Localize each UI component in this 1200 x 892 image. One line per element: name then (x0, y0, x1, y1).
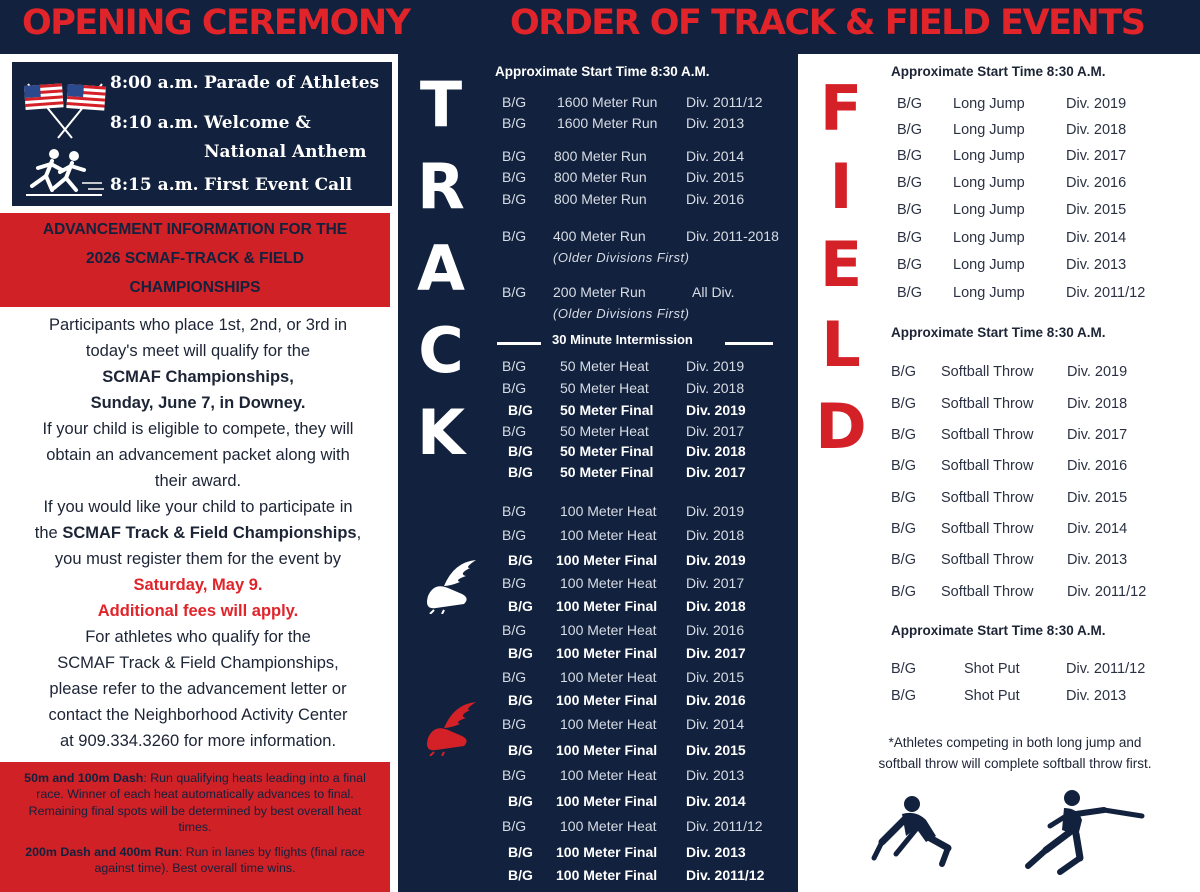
text-line: If you would like your child to participate in (43, 498, 353, 516)
field-gender: B/G (897, 230, 922, 246)
track-gender: B/G (502, 148, 527, 164)
track-gender: B/G (508, 402, 533, 418)
field-event-name: Long Jump (953, 202, 1025, 218)
deadline-text: Saturday, May 9. (133, 576, 263, 594)
field-division: Div. 2017 (1067, 427, 1128, 443)
race-rules-box (0, 762, 390, 892)
field-division: Div. 2018 (1066, 122, 1127, 138)
track-event-name: 800 Meter Run (554, 169, 647, 185)
run-rule (18, 844, 372, 877)
track-event-name: 50 Meter Heat (560, 380, 649, 396)
text-fragment: the (34, 524, 63, 542)
championships-name: SCMAF Track & Field Championships (62, 524, 357, 542)
track-division: Div. 2017 (686, 575, 745, 591)
track-division: Div. 2016 (686, 191, 745, 207)
note-line: *Athletes competing in both long jump and (888, 735, 1142, 750)
track-division: Div. 2011/12 (686, 818, 763, 834)
track-division: Div. 2019 (686, 503, 745, 519)
athletes-note (840, 732, 1190, 774)
older-divisions-note: (Older Divisions First) (553, 306, 690, 321)
track-event-name: 100 Meter Heat (560, 622, 657, 638)
track-gender: B/G (502, 669, 527, 685)
track-event-name: 200 Meter Run (553, 284, 646, 300)
field-event-name: Softball Throw (941, 396, 1034, 412)
track-division: Div. 2019 (686, 358, 745, 374)
field-division: Div. 2013 (1066, 688, 1127, 704)
track-gender: B/G (502, 767, 527, 783)
track-letter: T (419, 68, 463, 141)
track-division: Div. 2013 (686, 115, 745, 131)
field-gender: B/G (891, 552, 916, 568)
ceremony-time-2: 8:10 a.m. (110, 113, 199, 133)
field-event-name: Softball Throw (941, 584, 1034, 600)
ceremony-event-2: Welcome & (204, 113, 311, 133)
track-event-name: 50 Meter Final (560, 464, 654, 480)
track-division: Div. 2018 (686, 443, 746, 459)
field-division: Div. 2016 (1066, 175, 1127, 191)
field-event-name: Long Jump (953, 122, 1025, 138)
track-event-name: 50 Meter Final (560, 402, 654, 418)
advancement-heading (0, 213, 390, 307)
track-gender: B/G (502, 115, 527, 131)
field-division: Div. 2015 (1067, 490, 1128, 506)
track-event-name: 1600 Meter Run (557, 115, 658, 131)
field-gender: B/G (891, 364, 916, 380)
track-gender: B/G (502, 503, 527, 519)
track-event-name: 100 Meter Final (556, 645, 658, 661)
track-division: Div. 2014 (686, 793, 746, 809)
track-event-name: 50 Meter Final (560, 443, 654, 459)
note-line: softball throw will complete softball throw first. (878, 756, 1152, 771)
dash-rule-text: : Run qualifying heats leading into a final race. Winner of each heat automatically advances to final. Remaining final spots will be determined by best overall heat times. (28, 771, 366, 835)
track-event-name: 100 Meter Final (556, 742, 658, 758)
field-gender: B/G (891, 688, 916, 704)
track-gender: B/G (502, 94, 527, 110)
field-gender: B/G (891, 427, 916, 443)
track-event-name: 100 Meter Final (556, 692, 658, 708)
field-division: Div. 2019 (1067, 364, 1128, 380)
intermission-rule-right (725, 342, 773, 345)
field-event-name: Long Jump (953, 175, 1025, 191)
field-gender: B/G (897, 148, 922, 164)
track-gender: B/G (502, 191, 527, 207)
track-event-name: 100 Meter Heat (560, 527, 657, 543)
track-division: Div. 2016 (686, 622, 745, 638)
track-gender: B/G (508, 742, 533, 758)
field-division: Div. 2011/12 (1066, 661, 1146, 677)
track-division: Div. 2011/12 (686, 867, 765, 883)
text-line: SCMAF Track & Field Championships, (57, 654, 339, 672)
track-event-name: 800 Meter Run (554, 148, 647, 164)
winged-shoe-icon (414, 698, 480, 756)
field-division: Div. 2015 (1066, 202, 1127, 218)
track-division: Div. 2018 (686, 598, 746, 614)
field-event-name: Softball Throw (941, 364, 1034, 380)
field-gender: B/G (891, 661, 916, 677)
field-division: Div. 2016 (1067, 458, 1128, 474)
track-letter: A (417, 232, 465, 305)
field-event-name: Long Jump (953, 230, 1025, 246)
field-division: Div. 2019 (1066, 96, 1127, 112)
text-line: contact the Neighborhood Activity Center (48, 706, 348, 724)
field-gender: B/G (897, 285, 922, 301)
ceremony-event-1: Parade of Athletes (204, 73, 380, 93)
track-gender: B/G (502, 527, 527, 543)
field-letter: D (815, 390, 867, 463)
track-event-name: 100 Meter Heat (560, 818, 657, 834)
track-division: Div. 2017 (686, 645, 746, 661)
track-gender: B/G (508, 692, 533, 708)
text-line: their award. (154, 472, 242, 490)
order-of-events-title: ORDER OF TRACK & FIELD EVENTS (510, 3, 1145, 43)
field-event-name: Softball Throw (941, 521, 1034, 537)
track-gender: B/G (508, 443, 533, 459)
track-event-name: 100 Meter Heat (560, 503, 657, 519)
track-gender: B/G (502, 716, 527, 732)
field-event-name: Long Jump (953, 148, 1025, 164)
text-line: obtain an advancement packet along with (46, 446, 350, 464)
field-event-name: Long Jump (953, 96, 1025, 112)
field-gender: B/G (891, 584, 916, 600)
field-event-name: Long Jump (953, 285, 1025, 301)
field-division: Div. 2017 (1066, 148, 1127, 164)
track-division: Div. 2013 (686, 767, 745, 783)
track-event-name: 100 Meter Heat (560, 575, 657, 591)
field-division: Div. 2011/12 (1066, 285, 1146, 301)
track-division: Div. 2015 (686, 169, 745, 185)
track-gender: B/G (508, 464, 533, 480)
track-start-time: Approximate Start Time 8:30 A.M. (495, 64, 710, 79)
track-division: Div. 2016 (686, 692, 746, 708)
shot-put-start-time: Approximate Start Time 8:30 A.M. (891, 623, 1106, 638)
intermission-label: 30 Minute Intermission (552, 332, 693, 347)
track-division: Div. 2013 (686, 844, 746, 860)
ceremony-time-1: 8:00 a.m. (110, 73, 199, 93)
field-gender: B/G (891, 458, 916, 474)
advancement-heading-line: CHAMPIONSHIPS (129, 279, 261, 296)
track-division: Div. 2015 (686, 669, 745, 685)
text-line (14, 520, 382, 546)
track-gender: B/G (508, 645, 533, 661)
text-line: SCMAF Championships, (102, 368, 294, 386)
opening-ceremony-title: OPENING CEREMONY (22, 3, 410, 43)
field-gender: B/G (897, 175, 922, 191)
track-event-name: 100 Meter Final (556, 867, 658, 883)
older-divisions-note: (Older Divisions First) (553, 250, 690, 265)
field-gender: B/G (891, 396, 916, 412)
field-letter: I (829, 150, 853, 223)
track-gender: B/G (508, 867, 533, 883)
field-letter: E (819, 228, 863, 301)
text-line: Sunday, June 7, in Downey. (90, 394, 306, 412)
ceremony-event-3: First Event Call (204, 175, 353, 195)
track-division: Div. 2017 (686, 464, 746, 480)
intermission-rule-left (497, 342, 541, 345)
text-line: please refer to the advancement letter or (49, 680, 347, 698)
track-gender: B/G (502, 284, 527, 300)
field-event-name: Softball Throw (941, 427, 1034, 443)
ceremony-time-3: 8:15 a.m. (110, 175, 199, 195)
long-jumper-icon (866, 792, 958, 872)
track-division: Div. 2014 (686, 716, 745, 732)
field-event-name: Shot Put (964, 688, 1020, 704)
field-division: Div. 2014 (1067, 521, 1128, 537)
track-event-name: 100 Meter Heat (560, 767, 657, 783)
text-line: If your child is eligible to compete, they will (42, 420, 354, 438)
track-division: Div. 2011/12 (686, 94, 763, 110)
field-gender: B/G (897, 202, 922, 218)
field-event-name: Softball Throw (941, 458, 1034, 474)
field-division: Div. 2011/12 (1067, 584, 1147, 600)
track-event-name: 800 Meter Run (554, 191, 647, 207)
field-gender: B/G (897, 122, 922, 138)
field-gender: B/G (891, 521, 916, 537)
text-line: Participants who place 1st, 2nd, or 3rd in (48, 316, 348, 334)
field-gender: B/G (897, 96, 922, 112)
field-event-name: Softball Throw (941, 490, 1034, 506)
track-gender: B/G (508, 598, 533, 614)
track-event-name: 100 Meter Final (556, 598, 658, 614)
track-event-name: 100 Meter Final (556, 552, 658, 568)
track-gender: B/G (502, 380, 527, 396)
track-division: Div. 2019 (686, 552, 746, 568)
dash-rule-label: 50m and 100m Dash (24, 771, 144, 785)
text-line: today's meet will qualify for the (85, 342, 311, 360)
track-division: Div. 2015 (686, 742, 746, 758)
track-gender: B/G (502, 622, 527, 638)
track-event-name: 400 Meter Run (553, 228, 646, 244)
field-event-name: Softball Throw (941, 552, 1034, 568)
track-division: Div. 2014 (686, 148, 745, 164)
field-division: Div. 2014 (1066, 230, 1127, 246)
track-event-name: 1600 Meter Run (557, 94, 658, 110)
track-gender: B/G (502, 423, 527, 439)
track-division: All Div. (692, 284, 735, 300)
track-gender: B/G (502, 358, 527, 374)
field-gender: B/G (891, 490, 916, 506)
track-gender: B/G (502, 228, 527, 244)
track-division: Div. 2017 (686, 423, 745, 439)
advancement-heading-line: ADVANCEMENT INFORMATION FOR THE (42, 221, 348, 238)
track-gender: B/G (502, 818, 527, 834)
track-letter: K (416, 396, 466, 469)
field-event-name: Shot Put (964, 661, 1020, 677)
run-rule-label: 200m Dash and 400m Run (25, 844, 179, 859)
field-division: Div. 2013 (1067, 552, 1128, 568)
text-line: you must register them for the event by (54, 550, 342, 568)
track-gender: B/G (508, 844, 533, 860)
field-letter: F (819, 72, 863, 145)
dash-rule (18, 770, 372, 836)
advancement-text (14, 312, 382, 754)
track-event-name: 50 Meter Heat (560, 358, 649, 374)
advancement-heading-line: 2026 SCMAF-TRACK & FIELD (86, 250, 304, 267)
softball-start-time: Approximate Start Time 8:30 A.M. (891, 325, 1106, 340)
track-letter: R (417, 150, 465, 223)
track-division: Div. 2018 (686, 527, 745, 543)
track-event-name: 100 Meter Final (556, 793, 658, 809)
field-division: Div. 2018 (1067, 396, 1128, 412)
long-jumper-icon (1020, 786, 1150, 878)
runners-icon (22, 148, 106, 198)
track-division: Div. 2011-2018 (686, 228, 779, 244)
track-division: Div. 2018 (686, 380, 745, 396)
field-event-name: Long Jump (953, 257, 1025, 273)
run-rule-text: : Run in lanes by flights (final race against time). Best overall time wins. (94, 844, 365, 876)
track-gender: B/G (508, 793, 533, 809)
winged-shoe-icon (414, 556, 480, 614)
track-event-name: 100 Meter Heat (560, 669, 657, 685)
field-gender: B/G (897, 257, 922, 273)
track-gender: B/G (502, 575, 527, 591)
text-fragment: , (356, 524, 362, 542)
track-event-name: 50 Meter Heat (560, 423, 649, 439)
field-letter: L (821, 308, 861, 381)
ceremony-event-2b: National Anthem (204, 142, 367, 162)
text-line: at 909.334.3260 for more information. (59, 732, 337, 750)
us-flag-icon (20, 80, 112, 140)
track-letter: C (418, 314, 464, 387)
fees-text: Additional fees will apply. (97, 602, 299, 620)
track-event-name: 100 Meter Heat (560, 716, 657, 732)
long-jump-start-time: Approximate Start Time 8:30 A.M. (891, 64, 1106, 79)
track-division: Div. 2019 (686, 402, 746, 418)
field-division: Div. 2013 (1066, 257, 1127, 273)
track-gender: B/G (502, 169, 527, 185)
track-event-name: 100 Meter Final (556, 844, 658, 860)
track-gender: B/G (508, 552, 533, 568)
text-line: For athletes who qualify for the (85, 628, 311, 646)
